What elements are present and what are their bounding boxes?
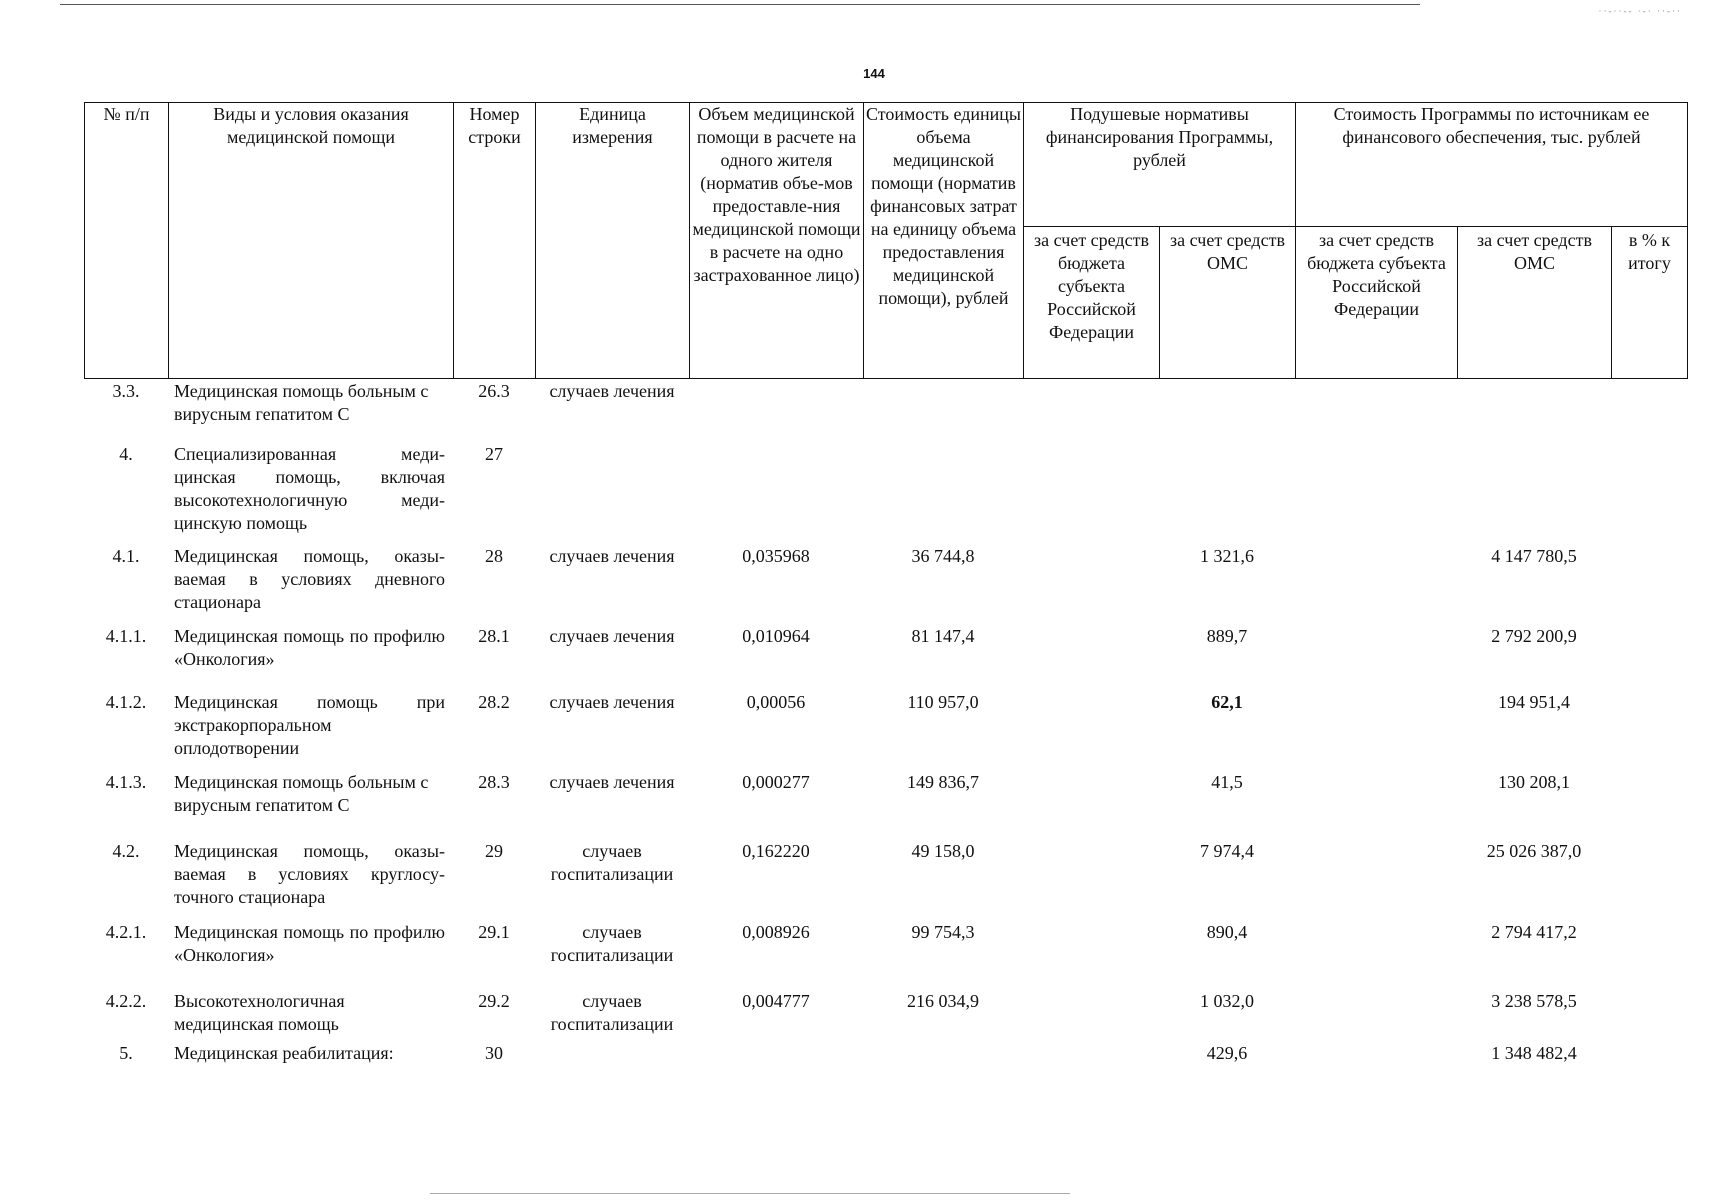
row-name: Медицинская помощь по профилю «Онкология» bbox=[174, 626, 445, 669]
row-line: 28.2 bbox=[478, 692, 510, 712]
table-header bbox=[84, 102, 1688, 379]
row-volume bbox=[689, 380, 863, 443]
row-total: 1 348 482,4 bbox=[1491, 1043, 1577, 1063]
table-row bbox=[84, 1042, 1687, 1072]
row-line: 29.2 bbox=[478, 991, 510, 1011]
row-unit bbox=[535, 1042, 689, 1072]
row-unit: случаев лечения bbox=[549, 381, 675, 401]
row-oms: 890,4 bbox=[1206, 922, 1248, 942]
row-volume: 0,004777 bbox=[742, 991, 810, 1011]
row-total bbox=[1457, 380, 1611, 443]
row-cost: 49 158,0 bbox=[911, 841, 975, 861]
row-cost: 36 744,8 bbox=[911, 546, 975, 566]
table-row bbox=[84, 443, 1687, 545]
row-total bbox=[1457, 443, 1611, 545]
row-total: 2 794 417,2 bbox=[1491, 922, 1577, 942]
table-row bbox=[84, 771, 1687, 840]
row-line: 28.3 bbox=[478, 772, 510, 792]
row-unit bbox=[535, 443, 689, 545]
row-name: Медицинская помощь при экстракорпоральном оплодотворении bbox=[174, 692, 445, 758]
row-num: 4.2. bbox=[112, 841, 140, 861]
row-unit: случаев лечения bbox=[549, 692, 675, 712]
row-oms bbox=[1159, 380, 1295, 443]
top-scan-line bbox=[60, 4, 1420, 5]
header-sub-oms-total: за счет средств ОМС bbox=[1458, 227, 1612, 379]
row-volume: 0,162220 bbox=[742, 841, 810, 861]
row-unit: случаев лечения bbox=[549, 626, 675, 646]
header-cost-program: Стоимость Программы по источникам ее финансового обеспечения, тыс. рублей bbox=[1296, 103, 1688, 227]
table-row bbox=[84, 921, 1687, 990]
row-volume: 0,00056 bbox=[746, 692, 806, 712]
table-row bbox=[84, 625, 1687, 691]
row-unit: случаев лечения bbox=[549, 546, 675, 566]
row-oms: 62,1 bbox=[1211, 692, 1243, 712]
row-volume: 0,000277 bbox=[742, 772, 810, 792]
row-oms bbox=[1159, 443, 1295, 545]
row-line: 30 bbox=[485, 1043, 503, 1063]
row-cost bbox=[863, 1042, 1023, 1072]
row-cost: 81 147,4 bbox=[911, 626, 975, 646]
header-unit: Единица измерения bbox=[536, 103, 690, 379]
row-line: 29.1 bbox=[478, 922, 510, 942]
row-unit: случаев госпитализации bbox=[550, 991, 674, 1034]
table-row bbox=[84, 691, 1687, 771]
row-line: 27 bbox=[485, 444, 503, 464]
row-name: Медицинская помощь больным с вирусным гепатитом С bbox=[174, 772, 429, 815]
row-num: 5. bbox=[119, 1043, 133, 1063]
scan-artifact: ··‑··‑‑ ·‑· ··‑·· bbox=[1598, 6, 1682, 16]
row-oms: 429,6 bbox=[1206, 1043, 1248, 1063]
row-unit: случаев госпитализации bbox=[550, 841, 674, 884]
row-name: Высокотехнологичная медицинская помощь bbox=[174, 991, 345, 1034]
row-num: 4.1.1. bbox=[105, 626, 147, 646]
row-total: 4 147 780,5 bbox=[1491, 546, 1577, 566]
row-cost bbox=[863, 443, 1023, 545]
row-line: 29 bbox=[485, 841, 503, 861]
row-name: Специализированная меди-цинская помощь, включая высокотехнологичную меди-цинскую помощь bbox=[174, 444, 445, 533]
row-cost: 216 034,9 bbox=[907, 991, 979, 1011]
table-row bbox=[84, 840, 1687, 921]
row-name: Медицинская помощь, оказы-ваемая в условиях дневного стационара bbox=[174, 546, 445, 612]
row-num: 4.2.1. bbox=[105, 922, 147, 942]
row-oms: 7 974,4 bbox=[1200, 841, 1254, 861]
row-cost bbox=[863, 380, 1023, 443]
row-line: 28.1 bbox=[478, 626, 510, 646]
table-row bbox=[84, 380, 1687, 443]
row-num: 4.1. bbox=[112, 546, 140, 566]
row-num: 4.1.3. bbox=[105, 772, 147, 792]
row-name: Медицинская помощь больным с вирусным гепатитом С bbox=[174, 381, 429, 424]
row-oms: 1 032,0 bbox=[1200, 991, 1254, 1011]
row-total: 25 026 387,0 bbox=[1486, 841, 1582, 861]
table-row bbox=[84, 990, 1687, 1042]
header-cost: Стоимость единицы объема медицинской помощи (норматив финансовых затрат на единицу объема предоставления медицинской помощи), рублей bbox=[864, 103, 1024, 379]
header-line: Номер строки bbox=[454, 103, 536, 379]
row-total: 130 208,1 bbox=[1498, 772, 1570, 792]
row-cost: 99 754,3 bbox=[911, 922, 975, 942]
row-unit: случаев госпитализации bbox=[550, 922, 674, 965]
page-number: 144 bbox=[863, 66, 885, 81]
row-cost: 149 836,7 bbox=[907, 772, 979, 792]
row-volume bbox=[689, 443, 863, 545]
header-sub-budget: за счет средств бюджета субъекта Российской Федерации bbox=[1024, 227, 1160, 379]
row-name: Медицинская помощь по профилю «Онкология» bbox=[174, 922, 445, 965]
row-oms: 41,5 bbox=[1211, 772, 1243, 792]
table-body bbox=[84, 380, 1687, 1072]
row-name: Медицинская помощь, оказы-ваемая в условиях круглосу-точного стационара bbox=[174, 841, 445, 907]
header-sub-budget-total: за счет средств бюджета субъекта Российской Федерации bbox=[1296, 227, 1458, 379]
row-num: 4.2.2. bbox=[105, 991, 147, 1011]
row-num: 4. bbox=[119, 444, 133, 464]
row-total: 2 792 200,9 bbox=[1491, 626, 1577, 646]
row-unit: случаев лечения bbox=[549, 772, 675, 792]
row-num: 4.1.2. bbox=[105, 692, 147, 712]
header-volume: Объем медицинской помощи в расчете на одного жителя (норматив объе-мов предоставле-ния медицинской помощи в расчете на одно застрахованное лицо) bbox=[690, 103, 864, 379]
row-line: 26.3 bbox=[478, 381, 510, 401]
row-line: 28 bbox=[485, 546, 503, 566]
row-volume bbox=[689, 1042, 863, 1072]
row-oms: 889,7 bbox=[1206, 626, 1248, 646]
row-num: 3.3. bbox=[112, 381, 140, 401]
row-oms: 1 321,6 bbox=[1200, 546, 1254, 566]
row-volume: 0,035968 bbox=[742, 546, 810, 566]
header-sub-percent: в % к итогу bbox=[1612, 227, 1688, 379]
header-per-capita: Подушевые нормативы финансирования Программы, рублей bbox=[1024, 103, 1296, 227]
header-kinds: Виды и условия оказания медицинской помощи bbox=[169, 103, 454, 379]
bottom-scan-line bbox=[430, 1193, 1070, 1194]
table-row bbox=[84, 545, 1687, 625]
row-cost: 110 957,0 bbox=[907, 692, 979, 712]
header-num: № п/п bbox=[85, 103, 169, 379]
row-total: 194 951,4 bbox=[1498, 692, 1570, 712]
row-volume: 0,010964 bbox=[742, 626, 810, 646]
header-sub-oms: за счет средств ОМС bbox=[1160, 227, 1296, 379]
row-name: Медицинская реабилитация: bbox=[174, 1043, 394, 1063]
row-volume: 0,008926 bbox=[742, 922, 810, 942]
row-total: 3 238 578,5 bbox=[1491, 991, 1577, 1011]
